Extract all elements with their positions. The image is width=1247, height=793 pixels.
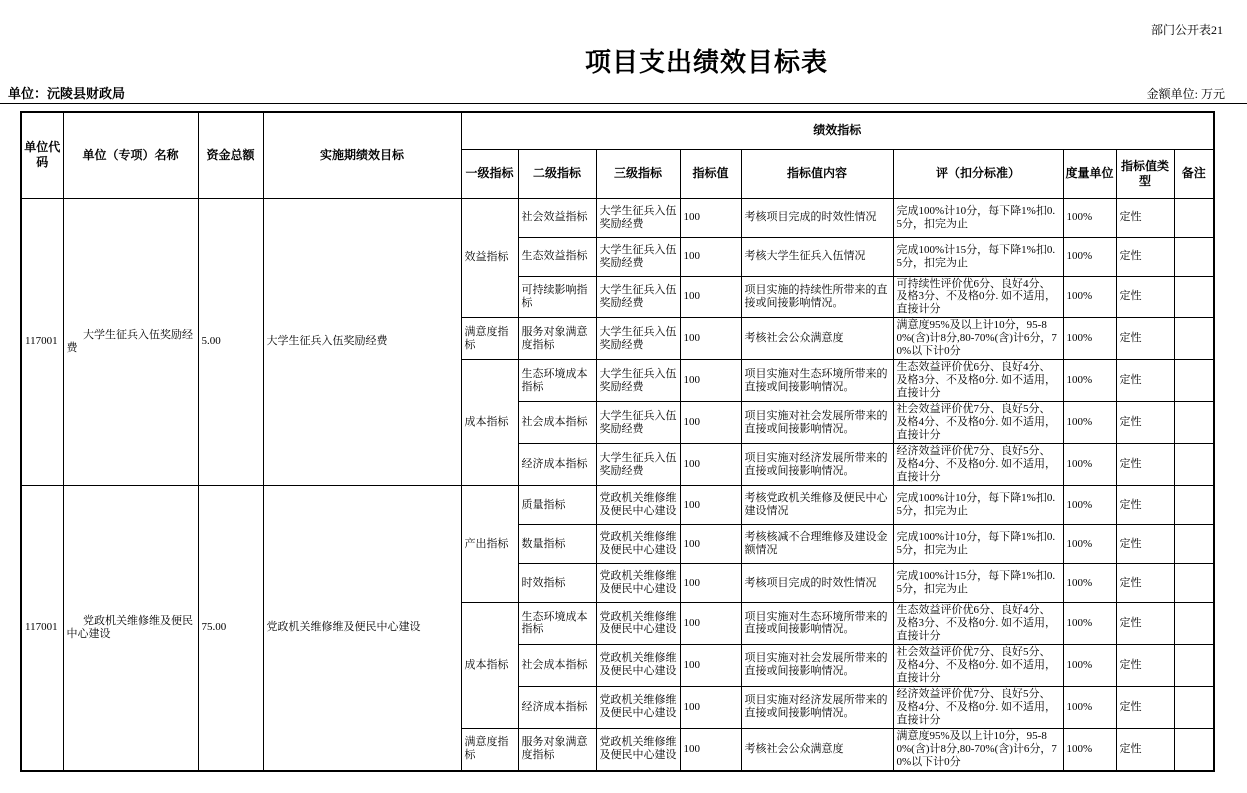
cell-value-type: 定性	[1116, 237, 1174, 276]
cell-indicator-value: 100	[680, 603, 741, 645]
cell-l3-indicator: 大学生征兵入伍奖励经费	[596, 237, 680, 276]
cell-value-type: 定性	[1116, 198, 1174, 237]
cell-indicator-value: 100	[680, 564, 741, 603]
cell-l1-indicator: 满意度指标	[461, 728, 518, 770]
cell-remark	[1174, 360, 1214, 402]
cell-l3-indicator: 大学生征兵入伍奖励经费	[596, 318, 680, 360]
cell-total-funds: 5.00	[198, 198, 263, 486]
cell-measure-unit: 100%	[1063, 564, 1116, 603]
cell-l2-indicator: 社会成本指标	[518, 402, 596, 444]
cell-measure-unit: 100%	[1063, 486, 1116, 525]
cell-remark	[1174, 728, 1214, 770]
cell-l2-indicator: 服务对象满意度指标	[518, 728, 596, 770]
cell-indicator-value: 100	[680, 402, 741, 444]
cell-value-type: 定性	[1116, 564, 1174, 603]
cell-scoring-standard: 完成100%计10分，每下降1%扣0.5分，扣完为止	[893, 486, 1063, 525]
header-unit-name: 单位（专项）名称	[63, 112, 198, 198]
header-value-content: 指标值内容	[741, 149, 893, 198]
cell-indicator-value: 100	[680, 276, 741, 318]
header-total-funds: 资金总额	[198, 112, 263, 198]
cell-scoring-standard: 完成100%计15分，每下降1%扣0.5分，扣完为止	[893, 237, 1063, 276]
header-divider	[0, 103, 1247, 104]
header-remark: 备注	[1174, 149, 1214, 198]
cell-measure-unit: 100%	[1063, 198, 1116, 237]
cell-l2-indicator: 可持续影响指标	[518, 276, 596, 318]
cell-indicator-value: 100	[680, 728, 741, 770]
cell-indicator-value: 100	[680, 486, 741, 525]
cell-unit-name: 大学生征兵入伍奖励经费	[63, 198, 198, 486]
cell-measure-unit: 100%	[1063, 237, 1116, 276]
cell-value-content: 考核大学生征兵入伍情况	[741, 237, 893, 276]
cell-scoring-standard: 经济效益评价优7分、良好5分、及格4分、不及格0分. 如不适用，直接计分	[893, 444, 1063, 486]
cell-measure-unit: 100%	[1063, 525, 1116, 564]
header-l2-indicator: 二级指标	[518, 149, 596, 198]
cell-l2-indicator: 生态环境成本指标	[518, 603, 596, 645]
cell-value-content: 项目实施对生态环境所带来的直接或间接影响情况。	[741, 603, 893, 645]
cell-scoring-standard: 满意度95%及以上计10分，95-80%(含)计8分,80-70%(含)计6分，70%以下计0分	[893, 318, 1063, 360]
cell-indicator-value: 100	[680, 198, 741, 237]
cell-l3-indicator: 党政机关维修维及便民中心建设	[596, 686, 680, 728]
cell-l3-indicator: 大学生征兵入伍奖励经费	[596, 276, 680, 318]
cell-scoring-standard: 生态效益评价优6分、良好4分、及格3分、不及格0分. 如不适用，直接计分	[893, 360, 1063, 402]
cell-l2-indicator: 社会效益指标	[518, 198, 596, 237]
cell-value-content: 考核项目完成的时效性情况	[741, 198, 893, 237]
cell-indicator-value: 100	[680, 318, 741, 360]
cell-l2-indicator: 经济成本指标	[518, 686, 596, 728]
cell-indicator-value: 100	[680, 444, 741, 486]
cell-l2-indicator: 数量指标	[518, 525, 596, 564]
header-period-goal: 实施期绩效目标	[263, 112, 461, 198]
cell-scoring-standard: 经济效益评价优7分、良好5分、及格4分、不及格0分. 如不适用，直接计分	[893, 686, 1063, 728]
header-indicator-value: 指标值	[680, 149, 741, 198]
cell-value-content: 考核项目完成的时效性情况	[741, 564, 893, 603]
cell-total-funds: 75.00	[198, 486, 263, 771]
cell-indicator-value: 100	[680, 237, 741, 276]
cell-l3-indicator: 党政机关维修维及便民中心建设	[596, 486, 680, 525]
cell-unit-code: 117001	[21, 486, 63, 771]
cell-l2-indicator: 生态效益指标	[518, 237, 596, 276]
cell-l3-indicator: 党政机关维修维及便民中心建设	[596, 525, 680, 564]
cell-remark	[1174, 198, 1214, 237]
cell-l3-indicator: 党政机关维修维及便民中心建设	[596, 644, 680, 686]
header-measure-unit: 度量单位	[1063, 149, 1116, 198]
cell-indicator-value: 100	[680, 644, 741, 686]
cell-l2-indicator: 经济成本指标	[518, 444, 596, 486]
header-scoring-standard: 评（扣分标准）	[893, 149, 1063, 198]
cell-value-content: 考核社会公众满意度	[741, 728, 893, 770]
cell-l3-indicator: 党政机关维修维及便民中心建设	[596, 603, 680, 645]
cell-l3-indicator: 大学生征兵入伍奖励经费	[596, 360, 680, 402]
cell-value-content: 项目实施对生态环境所带来的直接或间接影响情况。	[741, 360, 893, 402]
cell-value-content: 考核核减不合理维修及建设金额情况	[741, 525, 893, 564]
table-row	[21, 198, 1214, 237]
cell-l2-indicator: 质量指标	[518, 486, 596, 525]
cell-remark	[1174, 686, 1214, 728]
cell-scoring-standard: 完成100%计10分，每下降1%扣0.5分，扣完为止	[893, 198, 1063, 237]
cell-value-type: 定性	[1116, 444, 1174, 486]
cell-measure-unit: 100%	[1063, 360, 1116, 402]
cell-l2-indicator: 生态环境成本指标	[518, 360, 596, 402]
cell-l1-indicator: 满意度指标	[461, 318, 518, 360]
cell-l1-indicator: 成本指标	[461, 603, 518, 729]
cell-value-type: 定性	[1116, 486, 1174, 525]
cell-value-content: 项目实施对社会发展所带来的直接或间接影响情况。	[741, 402, 893, 444]
cell-remark	[1174, 276, 1214, 318]
cell-remark	[1174, 525, 1214, 564]
cell-value-content: 考核党政机关维修及便民中心建设情况	[741, 486, 893, 525]
cell-indicator-value: 100	[680, 525, 741, 564]
cell-value-type: 定性	[1116, 360, 1174, 402]
cell-measure-unit: 100%	[1063, 603, 1116, 645]
cell-value-content: 项目实施对社会发展所带来的直接或间接影响情况。	[741, 644, 893, 686]
cell-scoring-standard: 社会效益评价优7分、良好5分、及格4分、不及格0分. 如不适用，直接计分	[893, 402, 1063, 444]
cell-l3-indicator: 大学生征兵入伍奖励经费	[596, 402, 680, 444]
cell-measure-unit: 100%	[1063, 444, 1116, 486]
cell-l3-indicator: 党政机关维修维及便民中心建设	[596, 728, 680, 770]
cell-l2-indicator: 时效指标	[518, 564, 596, 603]
cell-measure-unit: 100%	[1063, 686, 1116, 728]
header-value-type: 指标值类型	[1116, 149, 1174, 198]
cell-measure-unit: 100%	[1063, 402, 1116, 444]
header-unit-code: 单位代码	[21, 112, 63, 198]
cell-remark	[1174, 644, 1214, 686]
cell-value-type: 定性	[1116, 402, 1174, 444]
cell-value-content: 考核社会公众满意度	[741, 318, 893, 360]
header-perf-group: 绩效指标	[461, 112, 1214, 149]
cell-measure-unit: 100%	[1063, 276, 1116, 318]
cell-value-type: 定性	[1116, 318, 1174, 360]
page-title: 项目支出绩效目标表	[585, 48, 829, 77]
cell-measure-unit: 100%	[1063, 728, 1116, 770]
cell-scoring-standard: 完成100%计15分，每下降1%扣0.5分，扣完为止	[893, 564, 1063, 603]
cell-l2-indicator: 服务对象满意度指标	[518, 318, 596, 360]
cell-scoring-standard: 可持续性评价优6分、良好4分、及格3分、不及格0分. 如不适用，直接计分	[893, 276, 1063, 318]
cell-indicator-value: 100	[680, 360, 741, 402]
cell-l1-indicator: 成本指标	[461, 360, 518, 486]
cell-scoring-standard: 生态效益评价优6分、良好4分、及格3分、不及格0分. 如不适用，直接计分	[893, 603, 1063, 645]
cell-value-content: 项目实施对经济发展所带来的直接或间接影响情况。	[741, 686, 893, 728]
table-header-row	[21, 112, 1214, 149]
cell-remark	[1174, 444, 1214, 486]
cell-value-type: 定性	[1116, 525, 1174, 564]
cell-value-type: 定性	[1116, 728, 1174, 770]
cell-scoring-standard: 满意度95%及以上计10分，95-80%(含)计8分,80-70%(含)计6分，70%以下计0分	[893, 728, 1063, 770]
header-l1-indicator: 一级指标	[461, 149, 518, 198]
cell-value-type: 定性	[1116, 603, 1174, 645]
cell-l1-indicator: 产出指标	[461, 486, 518, 603]
header-l3-indicator: 三级指标	[596, 149, 680, 198]
cell-unit-name: 党政机关维修维及便民中心建设	[63, 486, 198, 771]
cell-scoring-standard: 完成100%计10分，每下降1%扣0.5分，扣完为止	[893, 525, 1063, 564]
cell-period-goal: 大学生征兵入伍奖励经费	[263, 198, 461, 486]
cell-remark	[1174, 237, 1214, 276]
amount-unit-label: 金额单位: 万元	[1146, 87, 1225, 101]
table-row	[21, 486, 1214, 525]
corner-label: 部门公开表21	[1150, 23, 1223, 37]
cell-measure-unit: 100%	[1063, 644, 1116, 686]
unit-label: 单位：沅陵县财政局	[8, 86, 126, 101]
cell-l3-indicator: 大学生征兵入伍奖励经费	[596, 444, 680, 486]
cell-l2-indicator: 社会成本指标	[518, 644, 596, 686]
cell-value-type: 定性	[1116, 276, 1174, 318]
cell-scoring-standard: 社会效益评价优7分、良好5分、及格4分、不及格0分. 如不适用，直接计分	[893, 644, 1063, 686]
cell-remark	[1174, 564, 1214, 603]
cell-remark	[1174, 603, 1214, 645]
cell-l3-indicator: 大学生征兵入伍奖励经费	[596, 198, 680, 237]
cell-remark	[1174, 402, 1214, 444]
cell-l1-indicator: 效益指标	[461, 198, 518, 318]
table-body	[21, 198, 1214, 771]
cell-l3-indicator: 党政机关维修维及便民中心建设	[596, 564, 680, 603]
cell-period-goal: 党政机关维修维及便民中心建设	[263, 486, 461, 771]
cell-measure-unit: 100%	[1063, 318, 1116, 360]
performance-target-table	[20, 111, 1215, 772]
cell-indicator-value: 100	[680, 686, 741, 728]
cell-value-type: 定性	[1116, 686, 1174, 728]
cell-value-content: 项目实施的持续性所带来的直接或间接影响情况。	[741, 276, 893, 318]
cell-remark	[1174, 318, 1214, 360]
cell-value-content: 项目实施对经济发展所带来的直接或间接影响情况。	[741, 444, 893, 486]
cell-remark	[1174, 486, 1214, 525]
cell-unit-code: 117001	[21, 198, 63, 486]
cell-value-type: 定性	[1116, 644, 1174, 686]
